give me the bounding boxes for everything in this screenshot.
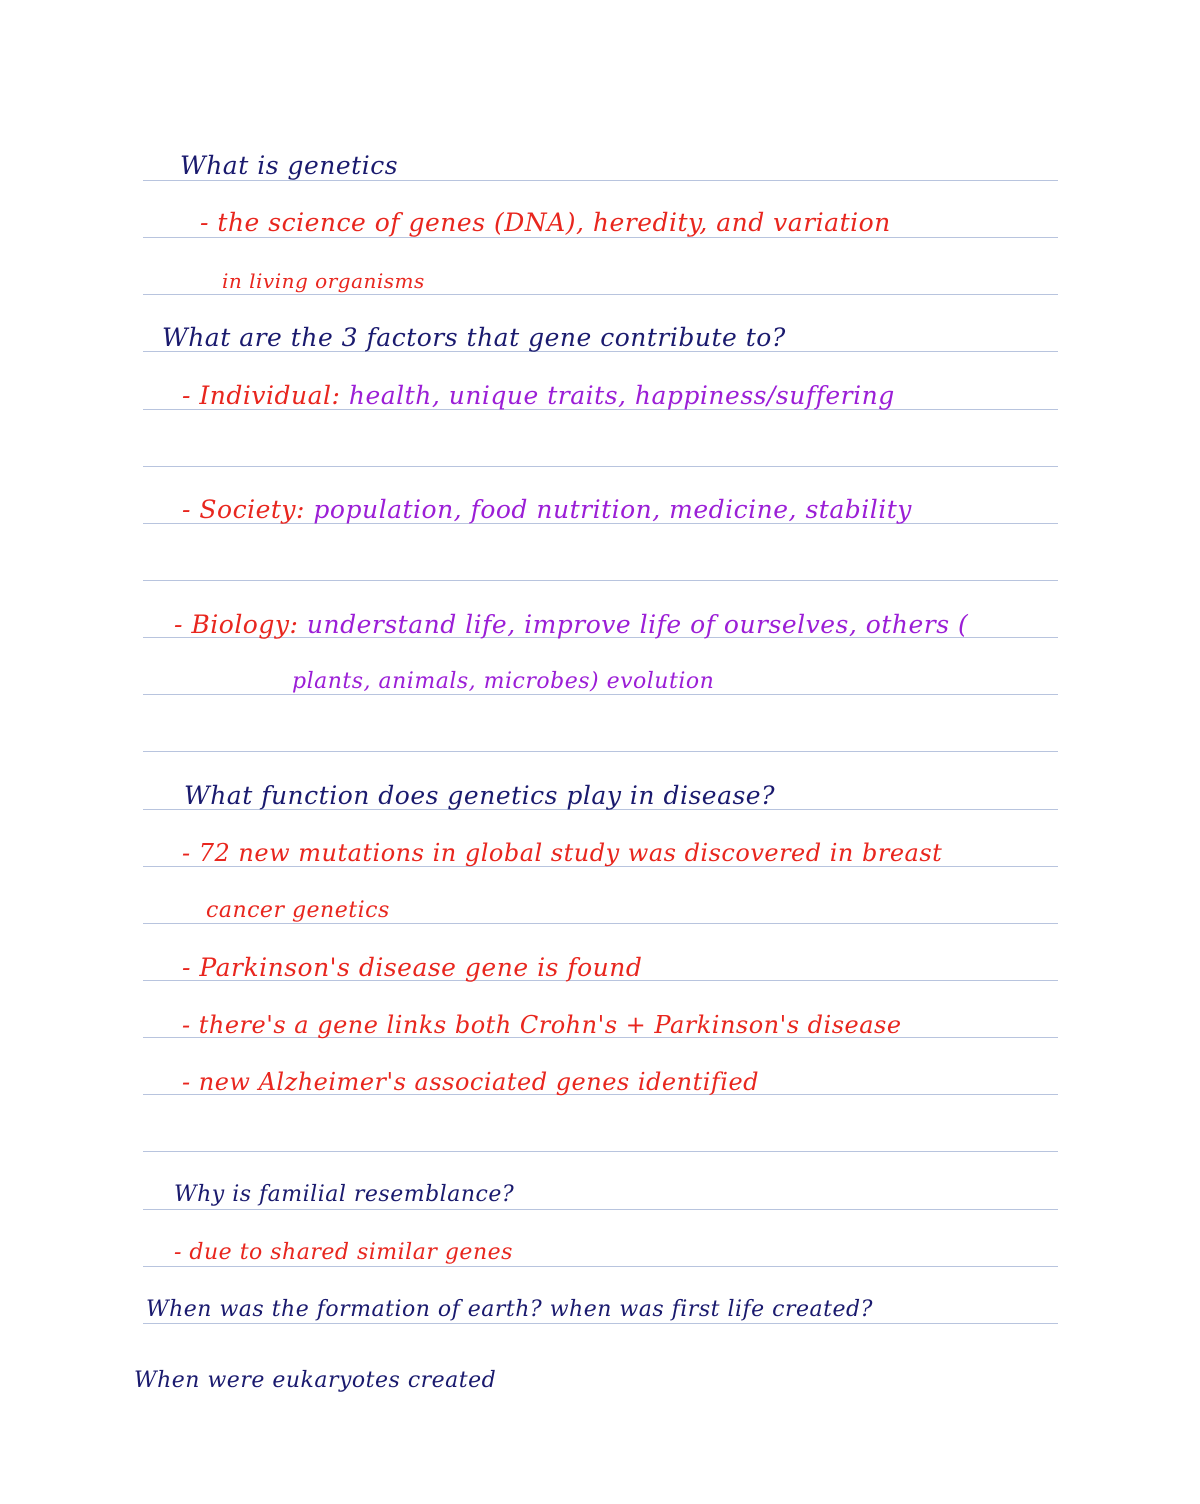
answer-biology-label: - Biology: [174, 610, 299, 639]
answer-disease-line-1: - 72 new mutations in global study was discovered in breast [182, 839, 943, 867]
answer-familial-resemblance: - due to shared similar genes [174, 1240, 513, 1265]
question-three-factors: What are the 3 factors that gene contribute to? [162, 323, 786, 352]
answer-individual-text: health, unique traits, happiness/suffering [348, 381, 895, 410]
ruled-line [143, 751, 1058, 752]
question-genetics: What is genetics [180, 151, 399, 180]
answer-biology-text: understand life, improve life of ourselves, others ( [306, 610, 969, 639]
answer-disease-line-5: - new Alzheimer's associated genes identified [182, 1068, 760, 1096]
question-eukaryotes: When were eukaryotes created [134, 1368, 497, 1393]
answer-biology-line-2: plants, animals, microbes) evolution [292, 669, 715, 694]
answer-society-text: population, food nutrition, medicine, stability [313, 495, 912, 524]
ruled-line [143, 1151, 1058, 1152]
answer-disease-line-2: cancer genetics [206, 898, 390, 923]
answer-individual [182, 381, 895, 411]
question-familial-resemblance: Why is familial resemblance? [174, 1182, 515, 1207]
answer-society [182, 495, 912, 525]
answer-genetics-line-2: in living organisms [222, 269, 425, 293]
answer-biology [174, 610, 968, 640]
ruled-line [143, 580, 1058, 581]
answer-individual-label: - Individual: [182, 381, 341, 410]
answer-disease-line-3: - Parkinson's disease gene is found [182, 953, 643, 982]
question-disease: What function does genetics play in disease? [184, 781, 776, 810]
answer-genetics-line-1: - the science of genes (DNA), heredity, and variation [200, 208, 891, 237]
ruled-line [143, 466, 1058, 467]
answer-society-label: - Society: [182, 495, 305, 524]
answer-disease-line-4: - there's a gene links both Crohn's + Parkinson's disease [182, 1011, 902, 1039]
question-earth-formation: When was the formation of earth? when was first life created? [146, 1297, 873, 1322]
